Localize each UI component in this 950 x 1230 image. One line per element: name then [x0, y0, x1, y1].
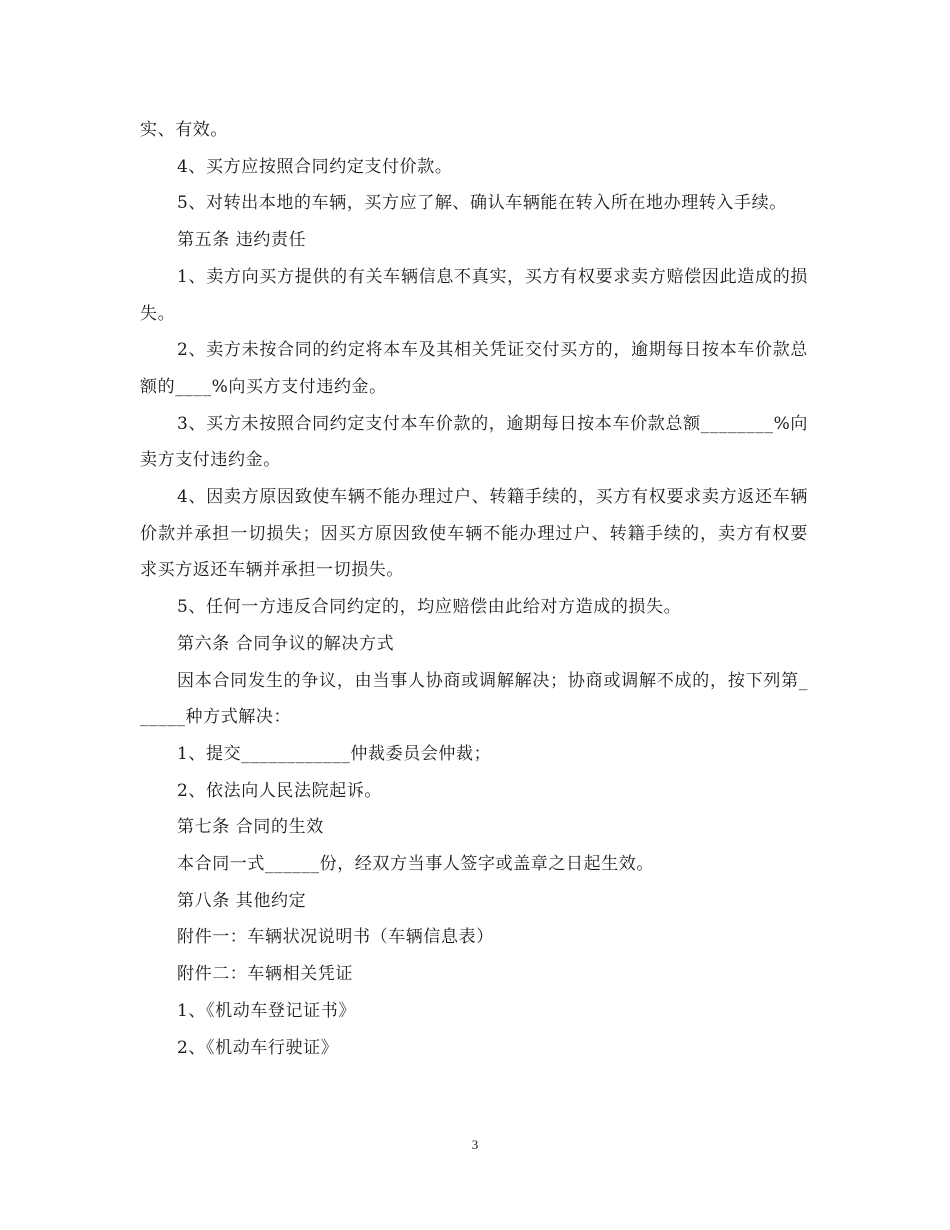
page-number: 3: [471, 1137, 479, 1152]
paragraph-dispute-resolution: 因本合同发生的争议，由当事人协商或调解解决；协商或调解不成的，按下列第______种方式解决：: [140, 670, 808, 728]
section-heading-article-8: 第八条 其他约定: [177, 890, 307, 911]
paragraph-breach-4: 4、因卖方原因致使车辆不能办理过户、转籍手续的，买方有权要求卖方返还车辆价款并承担一切损失；因买方原因致使车辆不能办理过户、转籍手续的，卖方有权要求买方返还车辆并承担一切损失。: [140, 487, 808, 581]
paragraph-clause-5-transfer: 5、对转出本地的车辆，买方应了解、确认车辆能在转入所在地办理转入手续。: [177, 193, 787, 214]
paragraph-breach-2: 2、卖方未按合同的约定将本车及其相关凭证交付买方的，逾期每日按本车价款总额的____%向买方支付违约金。: [140, 340, 808, 397]
paragraph-dispute-option-2: 2、依法向人民法院起诉。: [177, 780, 383, 801]
section-heading-article-6: 第六条 合同争议的解决方式: [177, 633, 395, 654]
paragraph-continuation: 实、有效。: [140, 120, 228, 140]
paragraph-clause-4-payment: 4、买方应按照合同约定支付价款。: [177, 156, 453, 177]
paragraph-effectiveness: 本合同一式______份，经双方当事人签字或盖章之日起生效。: [177, 854, 654, 875]
document-body: [140, 112, 808, 1066]
paragraph-attachment-item-1: 1、《机动车登记证书》: [177, 1000, 356, 1021]
paragraph-breach-5: 5、任何一方违反合同约定的，均应赔偿由此给对方造成的损失。: [177, 597, 682, 618]
section-heading-article-5: 第五条 违约责任: [177, 230, 307, 251]
paragraph-attachment-item-2: 2、《机动车行驶证》: [177, 1037, 339, 1058]
paragraph-breach-1: 1、卖方向买方提供的有关车辆信息不真实，买方有权要求卖方赔偿因此造成的损失。: [140, 266, 808, 324]
paragraph-attachment-1: 附件一：车辆状况说明书（车辆信息表）: [177, 927, 494, 948]
paragraph-attachment-2: 附件二：车辆相关凭证: [177, 964, 353, 985]
paragraph-breach-3: 3、买方未按照合同约定支付本车价款的，逾期每日按本车价款总额________%向卖方支付违约金。: [140, 413, 808, 471]
paragraph-dispute-option-1: 1、提交____________仲裁委员会仲裁；: [177, 743, 492, 764]
section-heading-article-7: 第七条 合同的生效: [177, 817, 324, 838]
